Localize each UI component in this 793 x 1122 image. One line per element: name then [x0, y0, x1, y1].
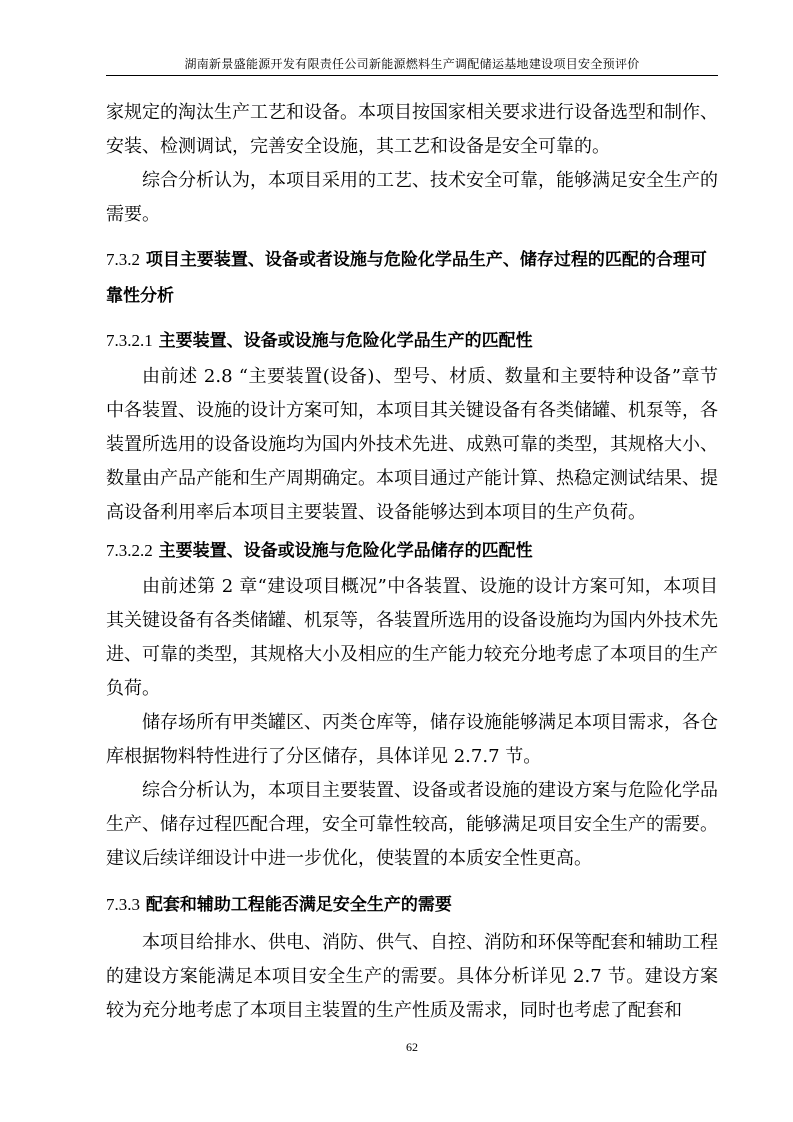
paragraph-summary-1: 综合分析认为，本项目采用的工艺、技术安全可靠，能够满足安全生产的需要。: [106, 170, 718, 225]
paragraph-storage-sites: 储存场所有甲类罐区、丙类仓库等，储存设施能够满足本项目需求，各仓库根据物料特性进行了分区储存，具体详见 2.7.7 节。: [106, 712, 718, 767]
section-heading-7-3-3: [106, 888, 718, 922]
section-title: 配套和辅助工程能否满足安全生产的需要: [145, 895, 452, 915]
page-number: 62: [406, 1040, 418, 1054]
paragraph-auxiliary-works: 本项目给排水、供电、消防、供气、自控、消防和环保等配套和辅助工程的建设方案能满足本项目安全生产的需要。具体分析详见 2.7 节。建设方案较为充分地考虑了本项目主装置的生产性质及需求，同时也考虑了配套和: [106, 932, 718, 1021]
page-body: [106, 96, 718, 1028]
section-number: 7.3.3: [106, 895, 140, 914]
paragraph-continuation: 家规定的淘汰生产工艺和设备。本项目按国家相关要求进行设备选型和制作、安装、检测调试，完善安全设施，其工艺和设备是安全可靠的。: [106, 102, 718, 157]
paragraph-summary-2: 综合分析认为，本项目主要装置、设备或者设施的建设方案与危险化学品生产、储存过程匹配合理，安全可靠性较高，能够满足项目安全生产的需要。建议后续详细设计中进一步优化，使装置的本质安全性更高。: [106, 780, 718, 869]
paragraph-production-matching: 由前述 2.8 “主要装置(设备)、型号、材质、数量和主要特种设备”章节中各装置、设施的设计方案可知，本项目其关键设备有各类储罐、机泵等，各装置所选用的设备设施均为国内外技术先进、成熟可靠的类型，其规格大小、数量由产品产能和生产周期确定。本项目通过产能计算、热稳定测试结果、提高设备利用率后本项目主要装置、设备能够达到本项目的生产负荷。: [106, 366, 718, 523]
section-heading-7-3-2-1: [106, 324, 718, 358]
section-heading-7-3-2: [106, 242, 718, 314]
running-header: 湖南新景盛能源开发有限责任公司新能源燃料生产调配储运基地建设项目安全预评价: [184, 57, 640, 71]
paragraph-storage-matching: 由前述第 2 章“建设项目概况”中各装置、设施的设计方案可知，本项目其关键设备有各类储罐、机泵等，各装置所选用的设备设施均为国内外技术先进、可靠的类型，其规格大小及相应的生产能力较充分地考虑了本项目的生产负荷。: [106, 576, 718, 699]
section-title: 项目主要装置、设备或者设施与危险化学品生产、储存过程的匹配的合理可靠性分析: [106, 250, 707, 306]
section-number: 7.3.2: [106, 250, 140, 269]
section-title: 主要装置、设备或设施与危险化学品生产的匹配性: [158, 331, 533, 351]
section-heading-7-3-2-2: [106, 534, 718, 568]
section-title: 主要装置、设备或设施与危险化学品储存的匹配性: [158, 541, 533, 561]
section-number: 7.3.2.2: [106, 541, 153, 560]
section-number: 7.3.2.1: [106, 331, 153, 350]
header-rule: [106, 75, 718, 76]
